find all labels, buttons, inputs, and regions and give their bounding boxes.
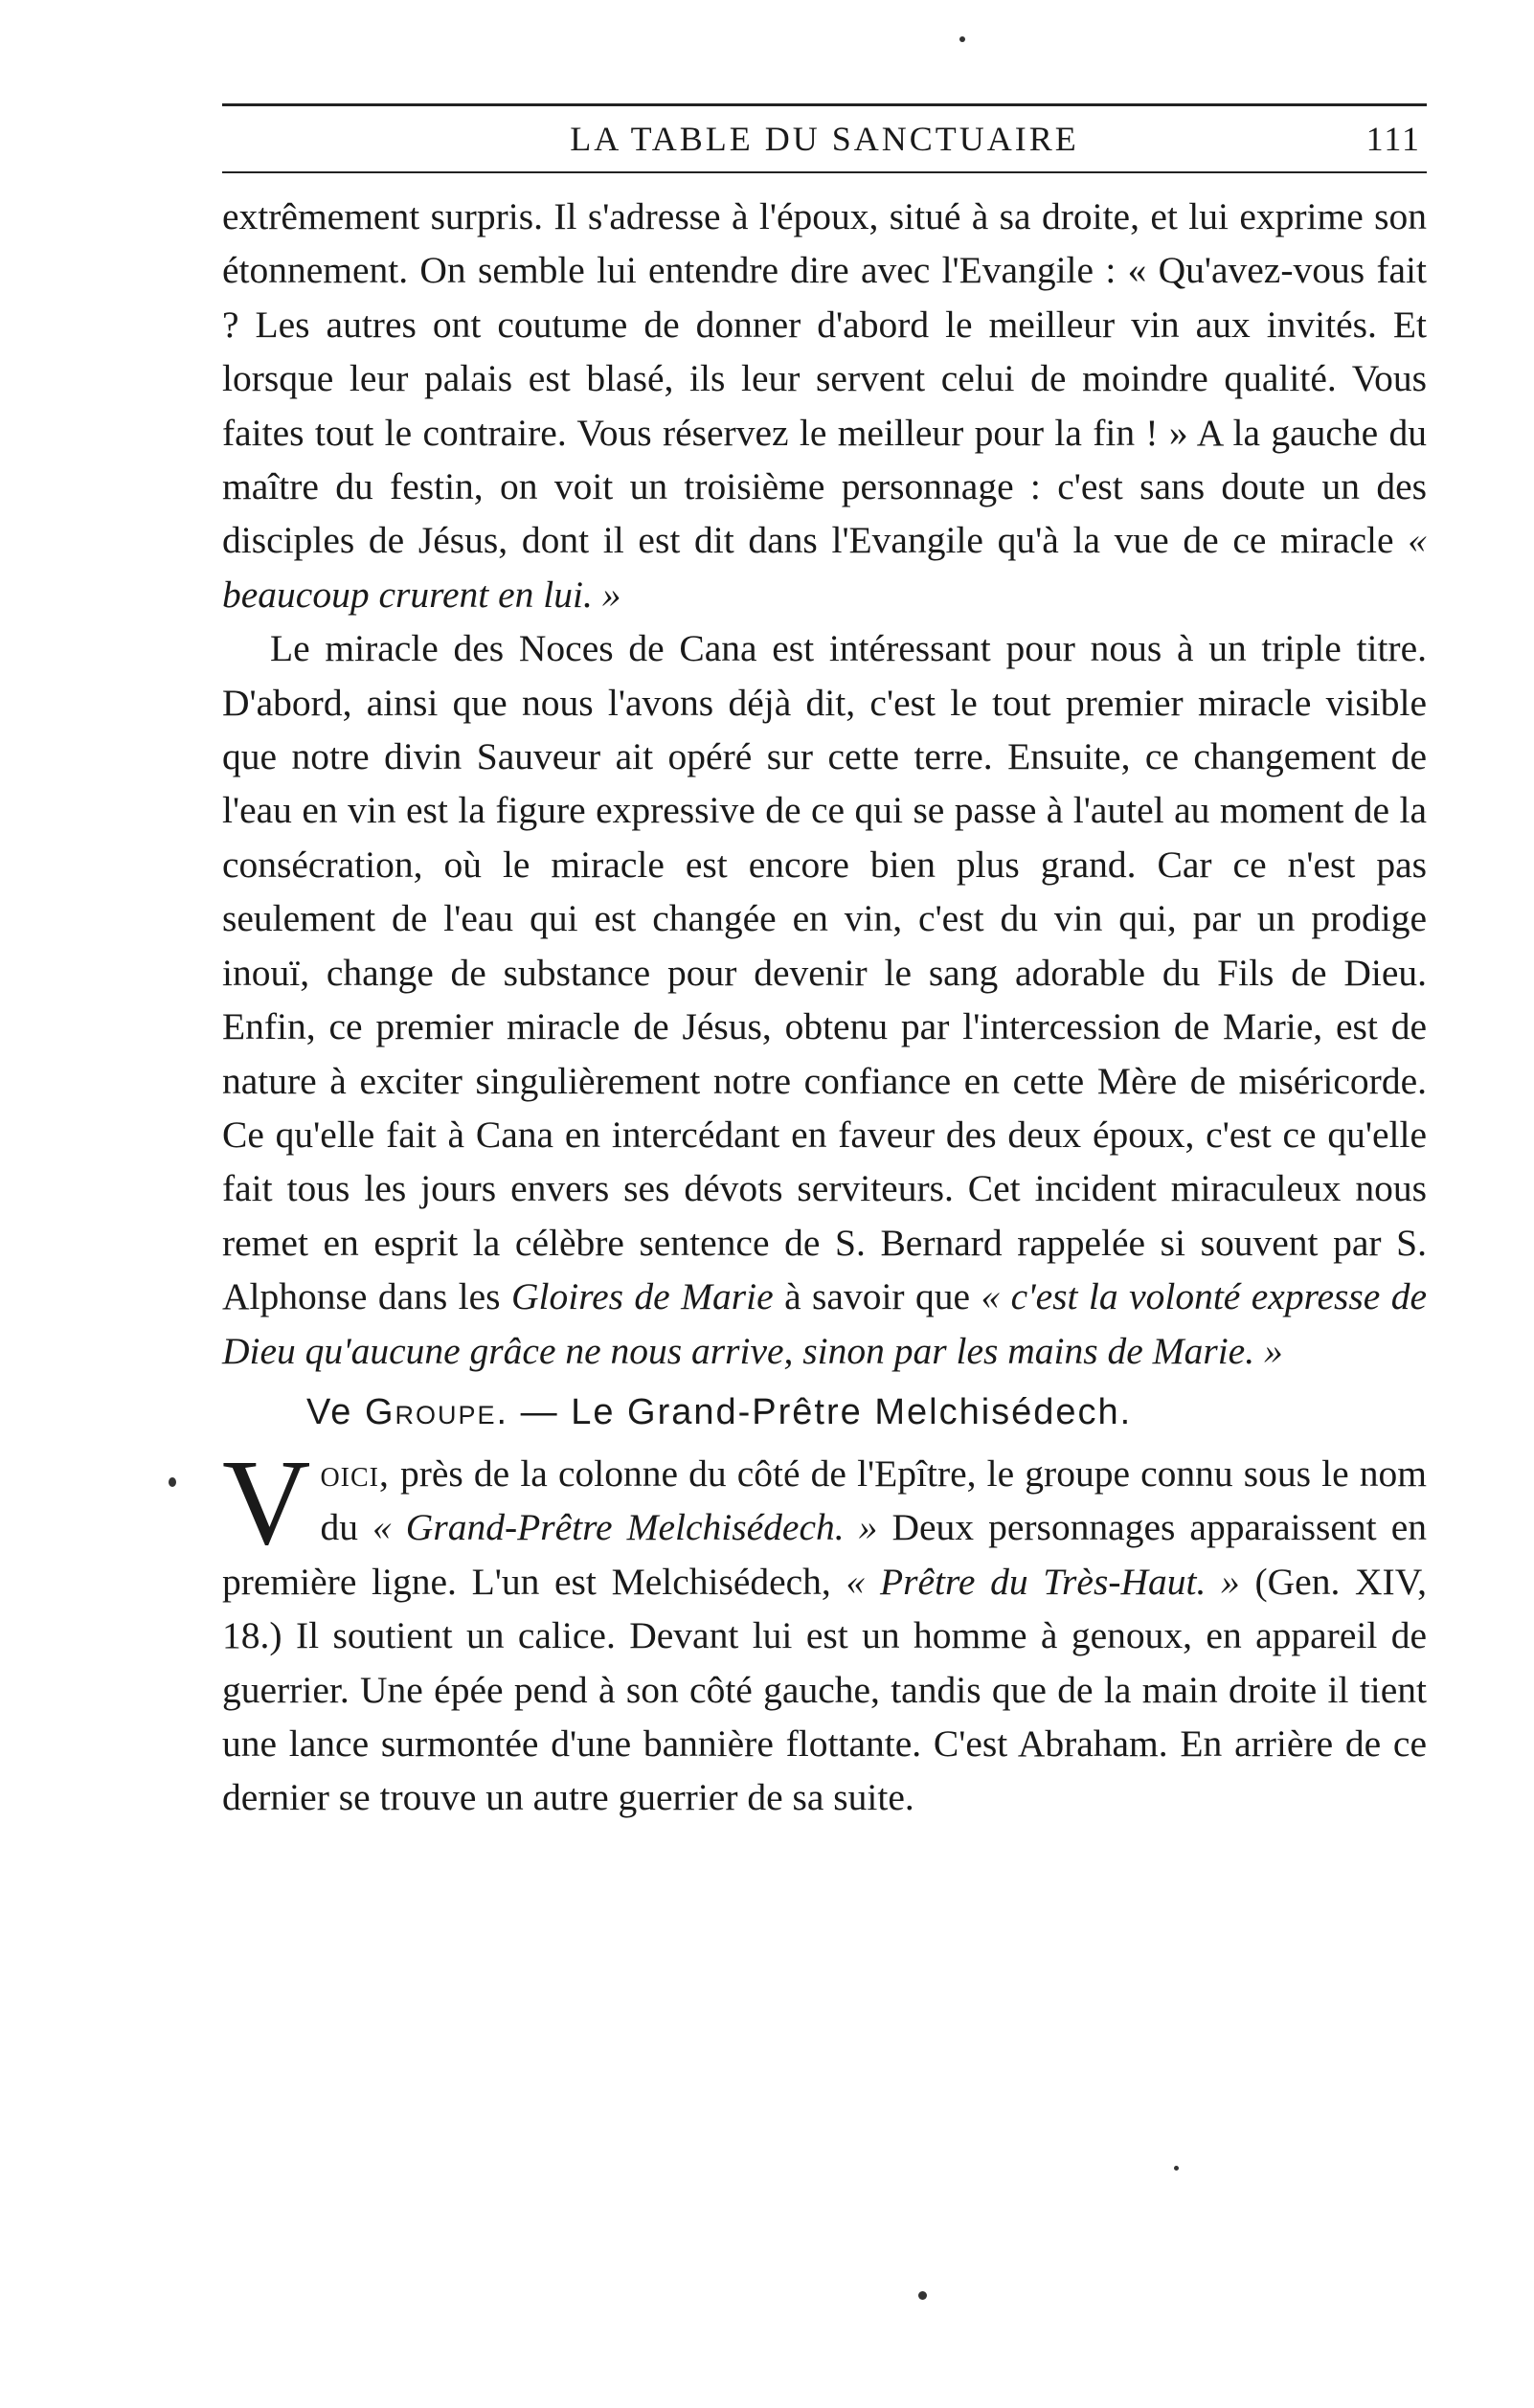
heading-prefix: Ve [306,1391,353,1432]
paragraph-2-quote: « c'est la volonté expresse de Dieu qu'aucune grâce ne nous arrive, sinon par les mains de Marie. » [222,1275,1427,1372]
print-speck [169,1477,176,1487]
print-speck [918,2291,927,2300]
paragraph-2-mid: à savoir que [773,1275,981,1318]
paragraph-3-italic-a: « Grand-Prêtre Melchisédech. » [372,1506,878,1549]
paragraph-1-italic: « beaucoup crurent en lui. » [222,519,1427,616]
paragraph-3 [222,1433,1427,1825]
header-rule-top [222,103,1427,106]
drop-cap: V [222,1433,311,1570]
body-text [222,190,1427,1825]
print-speck [959,36,965,42]
paragraph-3-italic-b: « Prêtre du Très-Haut. » [846,1560,1240,1603]
paragraph-2 [222,621,1427,1378]
heading-rest: — Le Grand-Prêtre Melchisédech. [508,1391,1133,1432]
page-number: 111 [1365,120,1421,158]
header-rule-bottom [222,171,1427,173]
paragraph-1-text: extrêmement surpris. Il s'adresse à l'époux, situé à sa droite, et lui exprime son étonnement. On semble lui entendre dire avec l'Evangile : « Qu'avez-vous fait ? Les autres ont coutume de donner d'abord le meilleur vin aux invités. Et lorsque leur palais est blasé, ils leur servent celui de moindre qualité. Vous faites tout le contraire. Vous réservez le meilleur pour la fin ! » A la gauche du maître du festin, on voit un troisième personnage : c'est sans doute un des disciples de Jésus, dont il est dit dans l'Evangile qu'à la vue de ce miracle [222,195,1427,562]
paragraph-3-first-word: oici, [320,1452,390,1495]
paragraph-1 [222,190,1427,621]
paragraph-2-text: Le miracle des Noces de Cana est intéressant pour nous à un triple titre. D'abord, ainsi que nous l'avons déjà dit, c'est le tout premier miracle visible que notre divin Sauveur ait opéré sur cette terre. Ensuite, ce changement de l'eau en vin est la figure expressive de ce qui se passe à l'autel au moment de la consécration, où le miracle est encore bien plus grand. Car ce n'est pas seulement de l'eau qui est changée en vin, c'est du vin qui, par un prodige inouï, change de substance pour devenir le sang adorable du Fils de Dieu. Enfin, ce premier miracle de Jésus, obtenu par l'intercession de Marie, est de nature à exciter singulièrement notre confiance en cette Mère de miséricorde. Ce qu'elle fait à Cana en intercédant en faveur des deux époux, c'est ce qu'elle fait tous les jours envers ses dévots serviteurs. Cet incident miraculeux nous remet en esprit la célèbre sentence de S. Bernard rappelée si souvent par S. Alphonse dans les [222,627,1427,1318]
paragraph-3-text-b: Deux personnages apparaissent en première ligne. L'un est Melchisédech, [222,1506,1427,1603]
paragraph-3-text-a: près de la colonne du côté de l'Epître, le groupe connu sous le nom du [320,1452,1427,1549]
print-speck [1174,2166,1179,2171]
paragraph-3-text-c: (Gen. XIV, 18.) Il soutient un calice. Devant lui est un homme à genoux, en appareil de guerrier. Une épée pend à son côté gauche, tandis que de la main droite il tient une lance surmontée d'une bannière flottante. C'est Abraham. En arrière de ce dernier se trouve un autre guerrier de sa suite. [222,1560,1427,1819]
running-head [222,113,1427,165]
book-title-gloires: Gloires de Marie [510,1275,774,1318]
section-heading [222,1378,1427,1447]
heading-label: Groupe. [364,1391,509,1432]
running-title: LA TABLE DU SANCTUAIRE [570,120,1079,158]
